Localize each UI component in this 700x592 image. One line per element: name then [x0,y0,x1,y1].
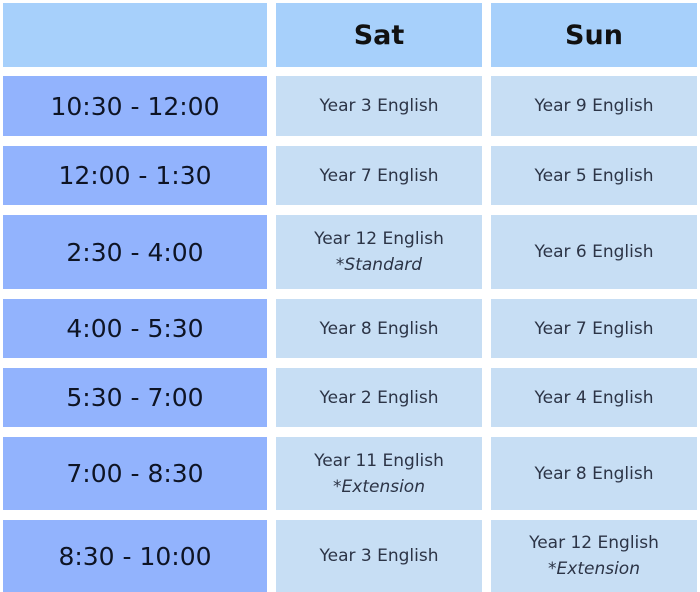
time-cell [3,520,267,592]
class-label: Year 7 English [319,165,439,186]
time-label: 5:30 - 7:00 [66,383,204,412]
class-label: Year 6 English [534,242,654,262]
sat-class-cell [276,437,482,510]
sun-class-cell [491,76,697,136]
time-cell [3,437,267,510]
sat-class-cell [276,146,482,205]
time-label: 8:30 - 10:00 [58,541,212,571]
class-note: *Extension [333,476,425,497]
header-sun-label: Sun [565,19,623,51]
class-label: Year 3 English [319,546,439,566]
class-label: Year 3 English [319,96,439,116]
class-label: Year 5 English [534,165,654,186]
time-cell [3,146,267,205]
time-label: 4:00 - 5:30 [66,314,204,343]
class-label: Year 8 English [534,463,654,484]
sun-class-cell [491,146,697,205]
sat-class-cell [276,215,482,289]
time-cell [3,76,267,136]
class-label: Year 9 English [534,96,654,116]
class-label: Year 8 English [319,318,439,339]
sun-class-cell [491,520,697,592]
class-label: Year 2 English [319,387,439,408]
time-label: 7:00 - 8:30 [66,459,204,488]
sun-class-cell [491,215,697,289]
sat-class-cell [276,368,482,427]
class-label: Year 7 English [534,318,654,339]
sat-class-cell [276,520,482,592]
sun-class-cell [491,368,697,427]
sun-class-cell [491,437,697,510]
time-cell [3,299,267,358]
header-corner-cell [3,3,267,67]
class-label: Year 12 English [529,533,659,553]
class-note: *Standard [335,255,423,275]
class-label: Year 12 English [314,229,444,249]
time-label: 2:30 - 4:00 [66,237,204,267]
sat-class-cell [276,76,482,136]
time-label: 12:00 - 1:30 [58,161,212,190]
time-label: 10:30 - 12:00 [50,91,220,121]
header-sat-label: Sat [353,19,405,51]
header-sun [491,3,697,67]
time-cell [3,215,267,289]
sat-class-cell [276,299,482,358]
header-sat [276,3,482,67]
time-cell [3,368,267,427]
class-label: Year 11 English [314,450,444,471]
class-note: *Extension [548,559,640,579]
class-label: Year 4 English [534,387,654,408]
sun-class-cell [491,299,697,358]
